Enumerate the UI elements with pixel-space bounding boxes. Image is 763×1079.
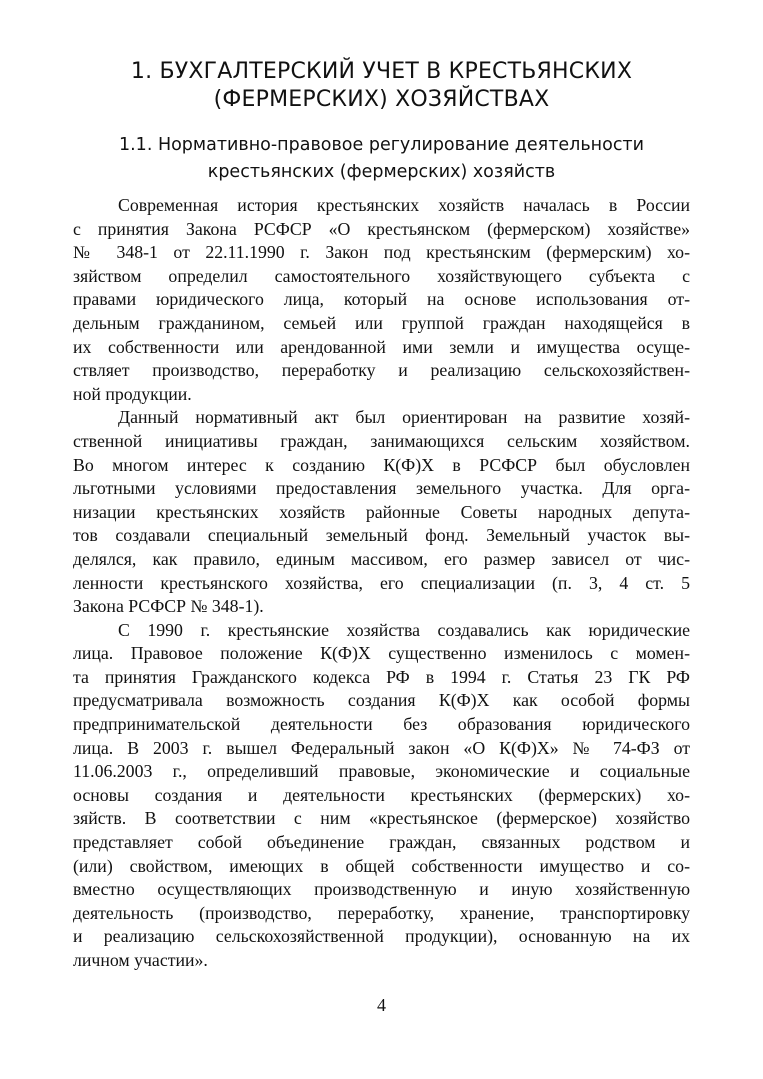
text-line: (или) свойством, имеющих в общей собственности имущество и со- (73, 855, 690, 876)
chapter-title-line-1: 1. БУХГАЛТЕРСКИЙ УЧЕТ В КРЕСТЬЯНСКИХ (130, 59, 633, 84)
text-line: правами юридического лица, который на основе использования от- (73, 289, 690, 310)
text-line: личном участии». (73, 950, 208, 970)
text-line: деятельность (производство, переработку, хранение, транспортировку (73, 902, 690, 923)
text-line: вместно осуществляющих производственную и иную хозяйственную (73, 879, 690, 900)
text-line: Данный нормативный акт был ориентирован на развитие хозяй- (118, 407, 690, 428)
text-line: предпринимательской деятельности без образования юридического (73, 714, 690, 735)
text-line: льготными условиями предоставления земельного участка. Для орга- (73, 478, 690, 499)
chapter-title-line-2: (ФЕРМЕРСКИХ) ХОЗЯЙСТВАХ (213, 87, 550, 112)
text-line: ственной инициативы граждан, занимающихся сельским хозяйством. (73, 430, 690, 451)
text-line: С 1990 г. крестьянские хозяйства создавались как юридические (118, 619, 690, 640)
section-title-line-2: крестьянских (фермерских) хозяйств (207, 162, 556, 182)
text-line: с принятия Закона РСФСР «О крестьянском (фермерском) хозяйстве» (73, 218, 690, 239)
text-line: зяйством определил самостоятельного хозяйствующего субъекта с (73, 265, 690, 286)
paragraph (73, 619, 690, 973)
text-line: Закона РСФСР № 348-1). (73, 596, 264, 617)
text-line: их собственности или арендованной ими земли и имущества осуще- (73, 336, 690, 357)
text-line: и реализацию сельскохозяйственной продукции), основанную на их (73, 926, 690, 947)
section-title (70, 132, 693, 186)
text-line: Во многом интерес к созданию К(Ф)Х в РСФСР был обусловлен (73, 454, 690, 475)
text-line: зяйств. В соответствии с ним «крестьянское (фермерское) хозяйство (73, 808, 690, 829)
text-line: дельным гражданином, семьей или группой граждан находящейся в (73, 312, 690, 333)
body-text (73, 194, 690, 973)
text-line: основы создания и деятельности крестьянских (фермерских) хо- (73, 784, 690, 805)
text-line: тов создавали специальный земельный фонд. Земельный участок вы- (73, 525, 690, 546)
paragraph (73, 406, 690, 618)
text-line: представляет собой объединение граждан, связанных родством и (73, 832, 690, 853)
text-line: лица. Правовое положение К(Ф)Х существенно изменилось с момен- (73, 643, 690, 664)
text-line: 11.06.2003 г., определивший правовые, экономические и социальные (73, 761, 690, 782)
text-line: низации крестьянских хозяйств районные Советы народных депута- (73, 501, 690, 522)
chapter-title (70, 58, 693, 114)
text-line: ленности крестьянского хозяйства, его специализации (п. 3, 4 ст. 5 (73, 572, 690, 593)
text-line: лица. В 2003 г. вышел Федеральный закон «О К(Ф)Х» № 74-ФЗ от (73, 737, 690, 758)
text-line: та принятия Гражданского кодекса РФ в 1994 г. Статья 23 ГК РФ (73, 666, 690, 687)
text-line: ствляет производство, переработку и реализацию сельскохозяйствен- (73, 360, 690, 381)
text-line: ной продукции. (73, 383, 192, 404)
text-line: делялся, как правило, единым массивом, его размер зависел от чис- (73, 548, 690, 569)
page-number: 4 (377, 995, 386, 1015)
text-line: № 348-1 от 22.11.1990 г. Закон под крестьянским (фермерским) хо- (73, 242, 690, 263)
paragraph (73, 194, 690, 406)
section-title-line-1: 1.1. Нормативно-правовое регулирование деятельности (118, 135, 645, 155)
text-line: Современная история крестьянских хозяйств началась в России (118, 195, 690, 215)
text-line: предусматривала возможность создания К(Ф)Х как особой формы (73, 690, 690, 711)
